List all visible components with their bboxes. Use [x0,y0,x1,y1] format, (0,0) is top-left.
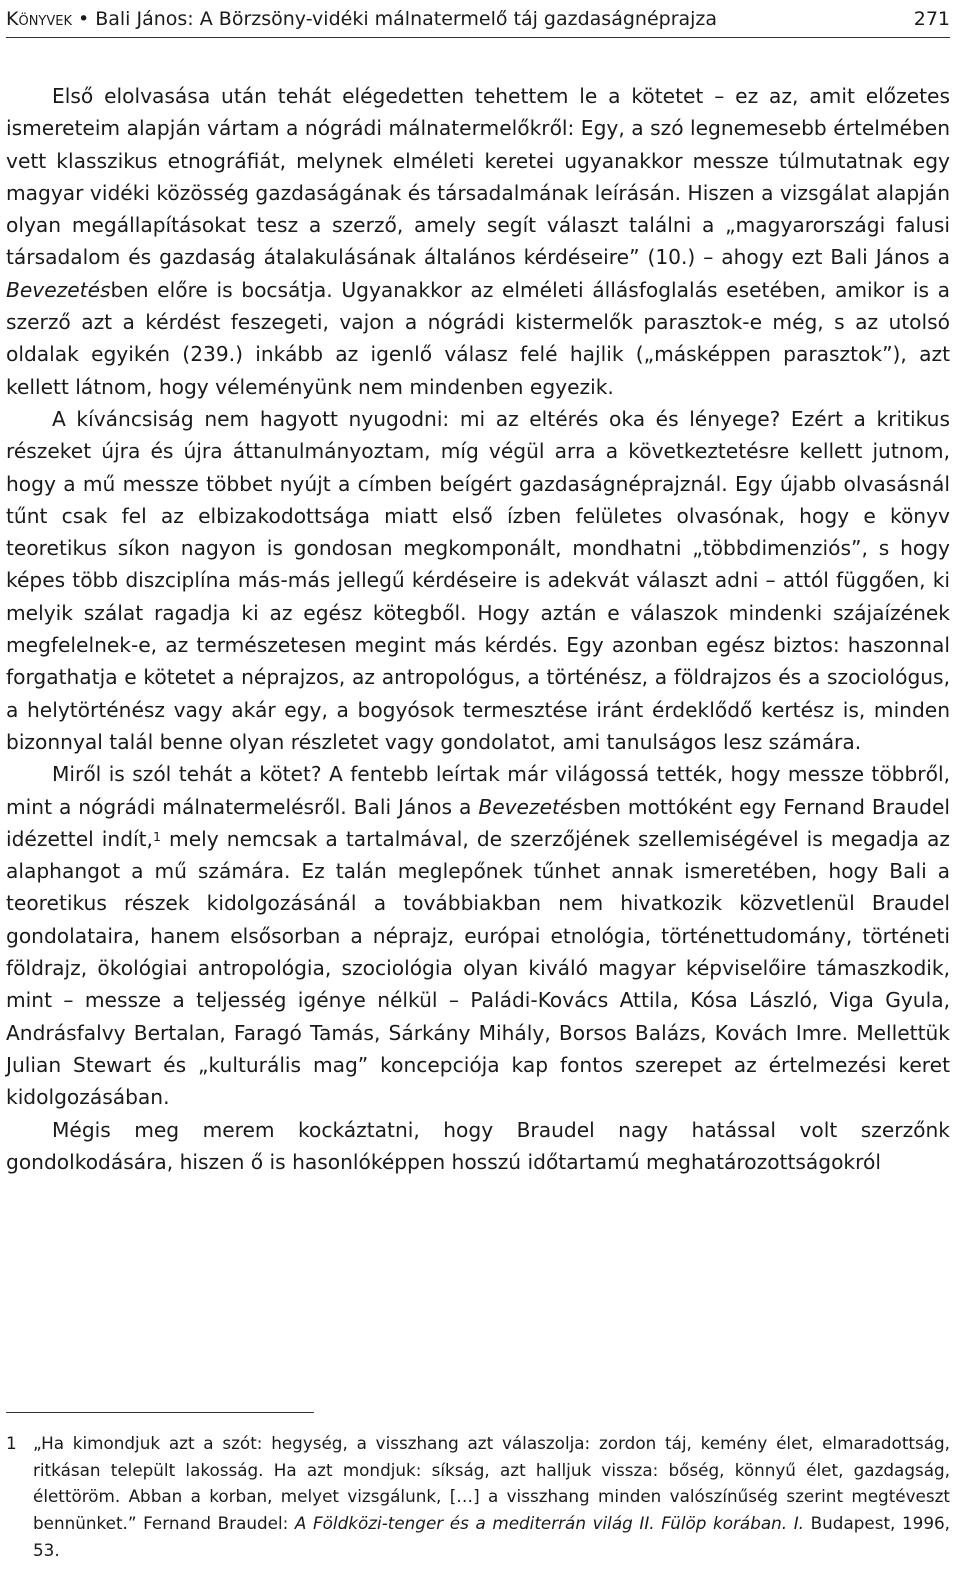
paragraph-1-italic: Bevezetés [6,277,111,302]
paragraph-4 [6,1114,950,1179]
paragraph-3 [6,758,950,1113]
footnote-text [33,1430,950,1564]
paragraph-4-text: Mégis meg merem kockáztatni, hogy Braudel nagy hatással volt szerzőnk gondolkodására, hiszen ő is hasonlóképpen hosszú időtartamú meghatározottságokról [6,1117,950,1174]
running-title: Bali János: A Börzsöny-vidéki málnatermelő táj gazdaságnéprajza [95,8,718,30]
bullet-separator: • [78,8,90,30]
footnote-citation-title: A Földközi-tenger és a mediterrán világ II. Fülöp korában. I. [294,1513,805,1534]
footnote [6,1430,950,1564]
paragraph-1-text: Első elolvasása után tehát elégedetten tehettem le a kötetet – ez az, amit előzetes ismereteim alapján vártam a nógrádi málnatermelőkről: Egy, a szó legnemesebb értelmében vett klasszikus etnográfiát, melynek elméleti keretei ugyanakkor messze túlmutatnak egy magyar vidéki közösség gazdaságának és társadalmának leírásán. Hiszen a vizsgálat alapján olyan megállapításokat tesz a szerző, amely segít választ találni a „magyarországi falusi társadalom és gazdaság átalakulásának általános kérdéseire” (10.) – ahogy ezt Bali János a [6,84,950,270]
paragraph-2-text: A kíváncsiság nem hagyott nyugodni: mi az eltérés oka és lényege? Ezért a kritikus részeket újra és újra áttanulmányoztam, míg végül arra a következtetésre kellett jutnom, hogy a mű messze többet nyújt a címben beígért gazdaságnéprajznál. Egy újabb olvasásnál tűnt csak fel az elbizakodottsága miatt első ízben felületes olvasónak, hogy e könyv teoretikus síkon nagyon is gondosan megkomponált, mondhatni „többdimenziós”, s hogy képes több diszciplína más-más jellegű kérdéseire is adekvát választ adni – attól függően, ki melyik szálat ragadja ki az egész kötegből. Hogy aztán e válaszok mindenki szájaízének megfelelnek-e, az természetesen megint más kérdés. Egy azonban egész biztos: haszonnal forgathatja e kötetet a néprajzos, az antropológus, a történész, a földrajzos és a szociológus, a helytörténész vagy akár egy, a bogyósok termesztése iránt érdeklődő kertész is, minden bizonnyal talál benne olyan részletet vagy gondolatot, ami tanulságos lesz számára. [6,406,950,754]
paragraph-3-italic: Bevezetés [478,794,583,819]
running-head [6,6,950,32]
footnote-reference[interactable]: 1 [152,829,161,845]
paragraph-2 [6,403,950,758]
footnote-rule [6,1412,314,1413]
paragraph-3-text-c: mely nemcsak a tartalmával, de szerzőjének szellemiségével is megadja az alaphangot a mű számára. Ez talán meglepőnek tűnhet annak ismeretében, hogy Bali a teoretikus részek kidolgozásánál a továbbiakban nem hivatkozik közvetlenül Braudel gondolataira, hanem elsősorban a néprajz, európai etnológia, történettudomány, történeti földrajz, ökológiai antropológia, szociológia olyan kiváló magyar képviselőire támaszkodik, mint – messze a teljesség igénye nélkül – Paládi-Kovács Attila, Kósa László, Viga Gyula, Andrásfalvy Bertalan, Faragó Tamás, Sárkány Mihály, Borsos Balázs, Kovách Imre. Mellettük Julian Stewart és „kulturális mag” koncepciója kap fontos szerepet az értelmezési keret kidolgozásában. [6,826,951,1110]
header-rule [6,37,950,38]
footnote-number: 1 [6,1433,17,1453]
paragraph-3-text-a: Miről is szól tehát a kötet? A fentebb leírtak már világossá tették, hogy messze többről, mint a nógrádi málnatermelésről. Bali János a [6,762,950,819]
paragraph-1-tail: ben előre is bocsátja. Ugyanakkor az elméleti állásfoglalás esetében, amikor is a szerző azt a kérdést feszegeti, vajon a nógrádi kistermelők parasztok-e még, s az utolsó oldalak egyikén (239.) inkább az igenlő válasz felé hajlik („másképpen parasztok”), azt kellett látnom, hogy véleményünk nem mindenben egyezik. [6,277,950,399]
footnote-text-a: „Ha kimondjuk azt a szót: hegység, a visszhang azt válaszolja: zordon táj, kemény élet, elmaradottság, ritkásan települt lakosság. Ha azt mondjuk: síkság, azt halljuk vissza: bőség, könnyű élet, gazdagság, élettöröm. Abban a korban, melyet vizsgálunk, […] a visszhang minden valószínűség szerint megtéveszt bennünket.” Fernand Braudel: [33,1433,950,1534]
page-number: 271 [913,8,950,30]
paragraph-1 [6,80,950,403]
body-text [6,80,950,1178]
footnote-text-b: Budapest, 1996, 53. [33,1513,951,1560]
section-label: Könyvek [6,8,72,30]
paragraph-3-text-b: ben mottóként egy Fernand Braudel idézettel indít, [6,794,951,851]
